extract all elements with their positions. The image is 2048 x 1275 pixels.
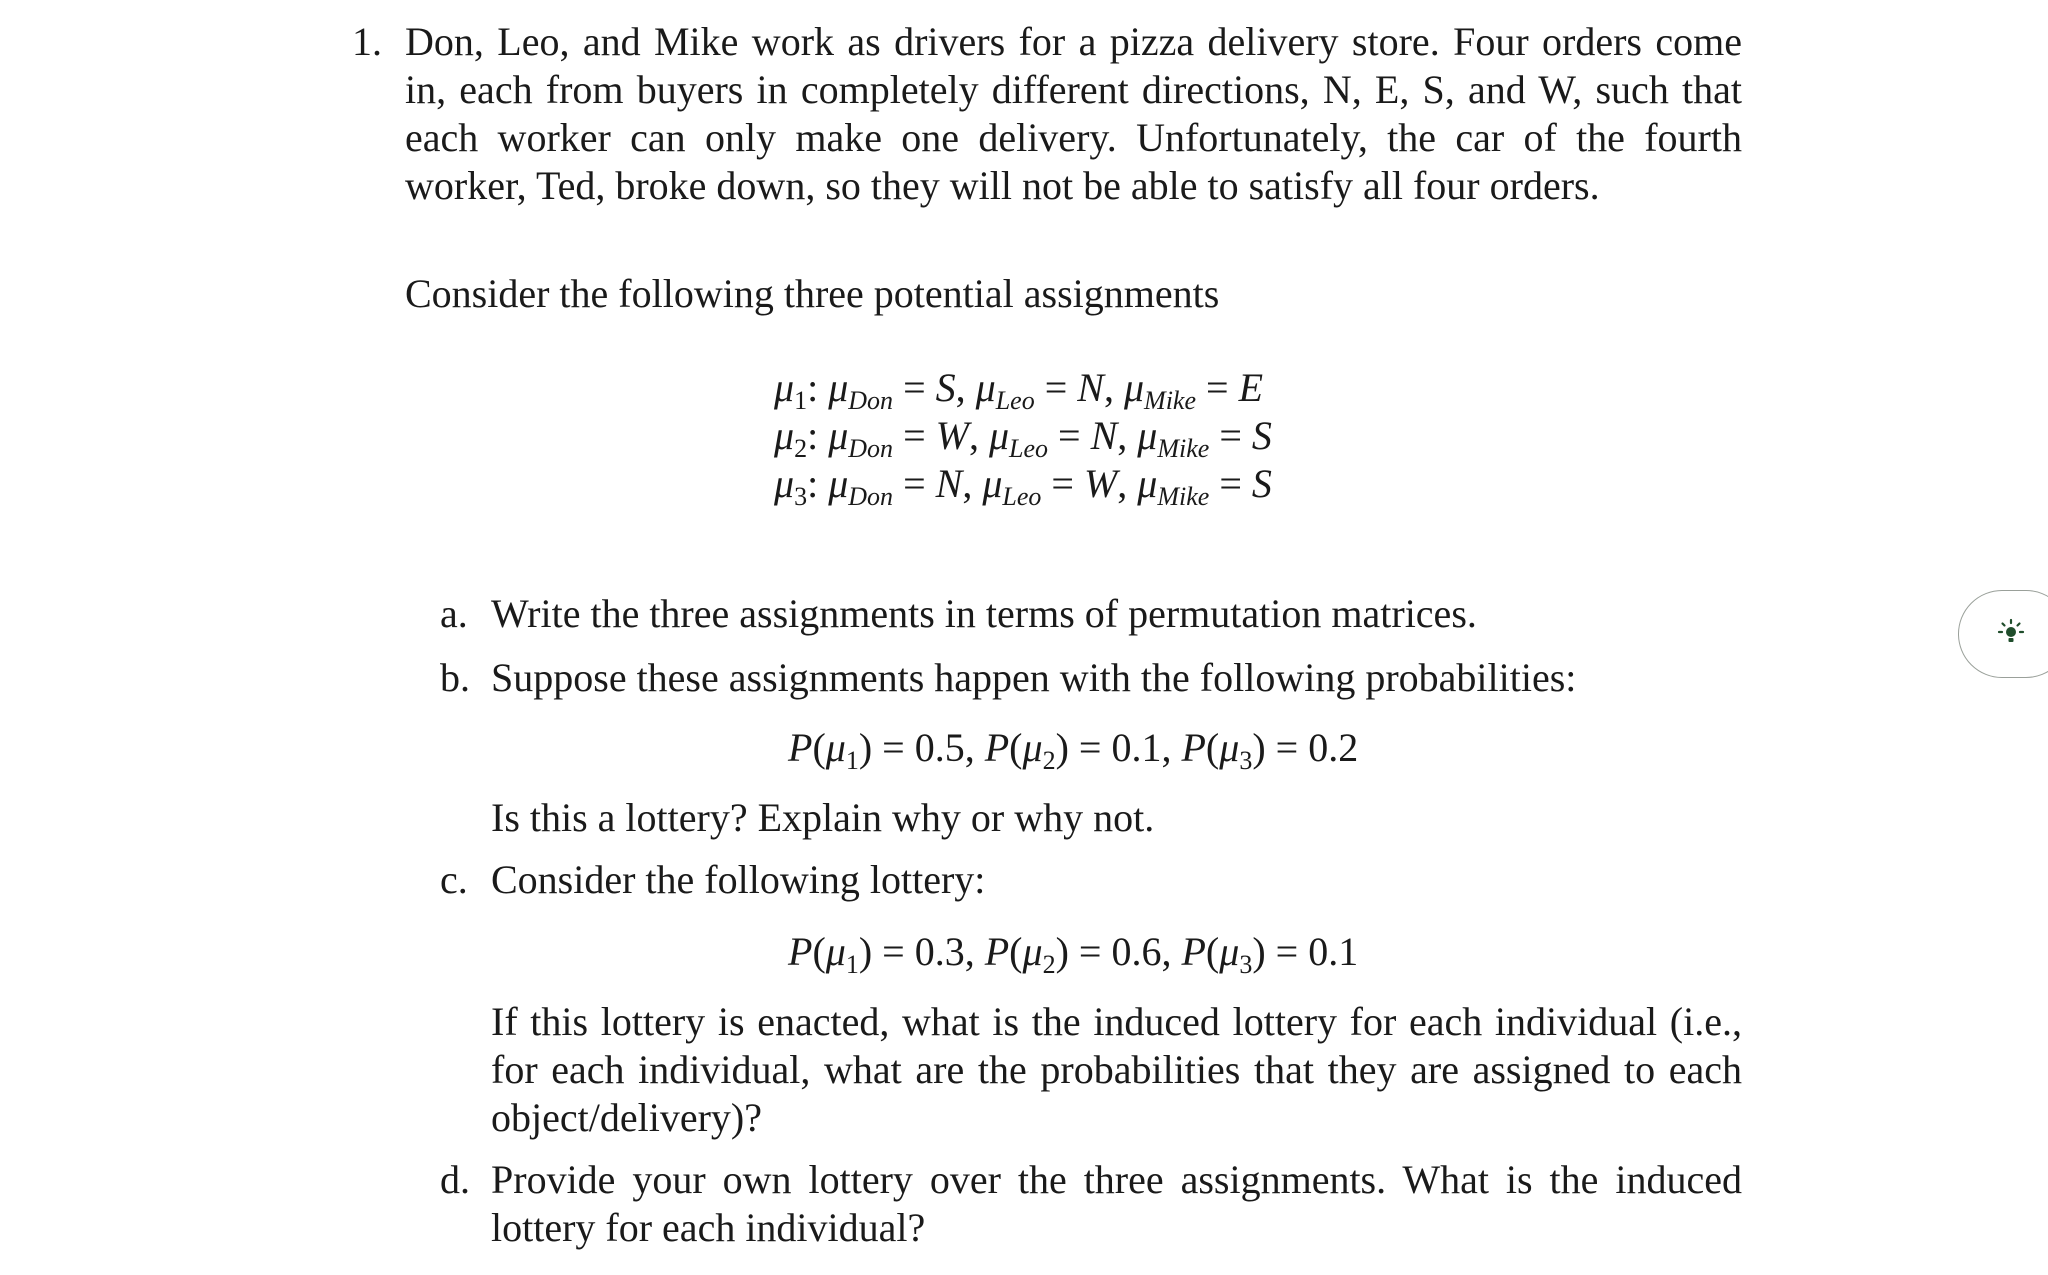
prob-value: 0.3: [914, 929, 965, 974]
prob-value: 0.2: [1308, 725, 1359, 770]
part-b-label: b.: [440, 655, 470, 700]
worker-name: Mike: [1157, 482, 1210, 511]
assignment-row-2: $\mu_2$: $\mu_{Don} = W$, $\mu_{Leo} = N$, $\mu_{Mike} = S$: [774, 413, 1272, 463]
mu-symbol: μ: [774, 365, 795, 410]
mu-symbol: μ: [1137, 461, 1158, 506]
mu-symbol: μ: [825, 929, 846, 974]
mu-symbol: μ: [975, 365, 996, 410]
mu-symbol: μ: [825, 725, 846, 770]
part-a-label: a.: [440, 591, 468, 636]
part-d-label: d.: [440, 1157, 470, 1202]
mu-symbol: μ: [774, 413, 795, 458]
mu-index: 3: [1239, 950, 1253, 979]
worker-name: Don: [848, 482, 894, 511]
prob-symbol: P: [1181, 929, 1206, 974]
part-b-question: Is this a lottery? Explain why or why not.: [491, 795, 1155, 840]
direction-value: S: [1251, 413, 1272, 458]
worker-name: Don: [848, 386, 894, 415]
worker-name: Leo: [1002, 482, 1042, 511]
mu-index: 1: [845, 746, 859, 775]
mu-index: 2: [794, 434, 808, 463]
assignment-row-3: $\mu_3$: $\mu_{Don} = N$, $\mu_{Leo} = W$, $\mu_{Mike} = S$: [774, 461, 1272, 511]
part-d-text: Provide your own lottery over the three assignments. What is the induced lottery for each individual?: [491, 1157, 1742, 1250]
prob-symbol: P: [984, 725, 1010, 770]
prob-value: 0.1: [1308, 929, 1359, 974]
part-a-text: Write the three assignments in terms of permutation matrices.: [491, 591, 1477, 636]
prob-symbol: P: [1181, 725, 1206, 770]
consider-text: Consider the following three potential assignments: [405, 271, 1220, 316]
problem-number: 1.: [352, 19, 382, 64]
mu-index: 1: [845, 950, 859, 979]
mu-index: 2: [1042, 746, 1056, 775]
part-c-probabilities: $P(\mu_1) = 0.3$, $P(\mu_2) = 0.6$, $P(\mu_3) = 0.1$: [788, 929, 1359, 979]
mu-symbol: μ: [988, 413, 1010, 458]
prob-value: 0.5: [914, 725, 965, 770]
part-c-label: c.: [440, 857, 468, 902]
mu-symbol: μ: [828, 413, 849, 458]
part-c-question: If this lottery is enacted, what is the induced lottery for each individual (i.e., for each individual, what are the probabilities that they are assigned to each object/delivery)?: [491, 999, 1742, 1140]
direction-value: N: [1077, 365, 1104, 410]
assignment-row-1: $\mu_1$: $\mu_{Don} = S$, $\mu_{Leo} = N$, $\mu_{Mike} = E$: [774, 365, 1263, 415]
mu-index: 2: [1042, 950, 1056, 979]
mu-symbol: μ: [1022, 929, 1043, 974]
mu-index: 3: [794, 482, 808, 511]
mu-index: 1: [794, 386, 808, 415]
mu-symbol: μ: [1123, 365, 1145, 410]
direction-value: W: [1083, 461, 1118, 506]
mu-symbol: μ: [774, 461, 795, 506]
prob-symbol: P: [788, 725, 813, 770]
mu-index: 3: [1239, 746, 1253, 775]
part-c-text: Consider the following lottery:: [491, 857, 986, 902]
side-panel-tab[interactable]: [1958, 590, 2048, 678]
prob-symbol: P: [788, 929, 813, 974]
direction-value: W: [935, 413, 969, 458]
direction-value: N: [935, 461, 963, 506]
worker-name: Don: [848, 434, 894, 463]
mu-symbol: μ: [1137, 413, 1158, 458]
problem-intro: Don, Leo, and Mike work as drivers for a pizza delivery store. Four orders come in, each from buyers in completely different directions, N, E, S, and W, such that each worker can only make one delivery. Unfortunately, the car of the fourth worker, Ted, broke down, so they will not be able to satisfy all four orders.: [405, 19, 1742, 208]
worker-name: Mike: [1144, 386, 1196, 415]
part-b-text: Suppose these assignments happen with the following probabilities:: [491, 655, 1577, 700]
part-b-probabilities: $P(\mu_1) = 0.5$, $P(\mu_2) = 0.1$, $P(\mu_3) = 0.2$: [788, 725, 1359, 775]
mu-symbol: μ: [828, 365, 849, 410]
worker-name: Leo: [995, 386, 1035, 415]
mu-symbol: μ: [1219, 929, 1240, 974]
direction-value: N: [1090, 413, 1118, 458]
direction-value: S: [1251, 461, 1272, 506]
direction-value: E: [1238, 365, 1263, 410]
mu-symbol: μ: [982, 461, 1003, 506]
direction-value: S: [935, 365, 956, 410]
prob-symbol: P: [984, 929, 1010, 974]
prob-value: 0.1: [1111, 725, 1162, 770]
prob-value: 0.6: [1111, 929, 1162, 974]
worker-name: Mike: [1157, 434, 1210, 463]
mu-symbol: μ: [828, 461, 849, 506]
mu-symbol: μ: [1022, 725, 1043, 770]
mu-symbol: μ: [1219, 725, 1240, 770]
lightbulb-icon: [1995, 618, 2027, 650]
worker-name: Leo: [1009, 434, 1049, 463]
